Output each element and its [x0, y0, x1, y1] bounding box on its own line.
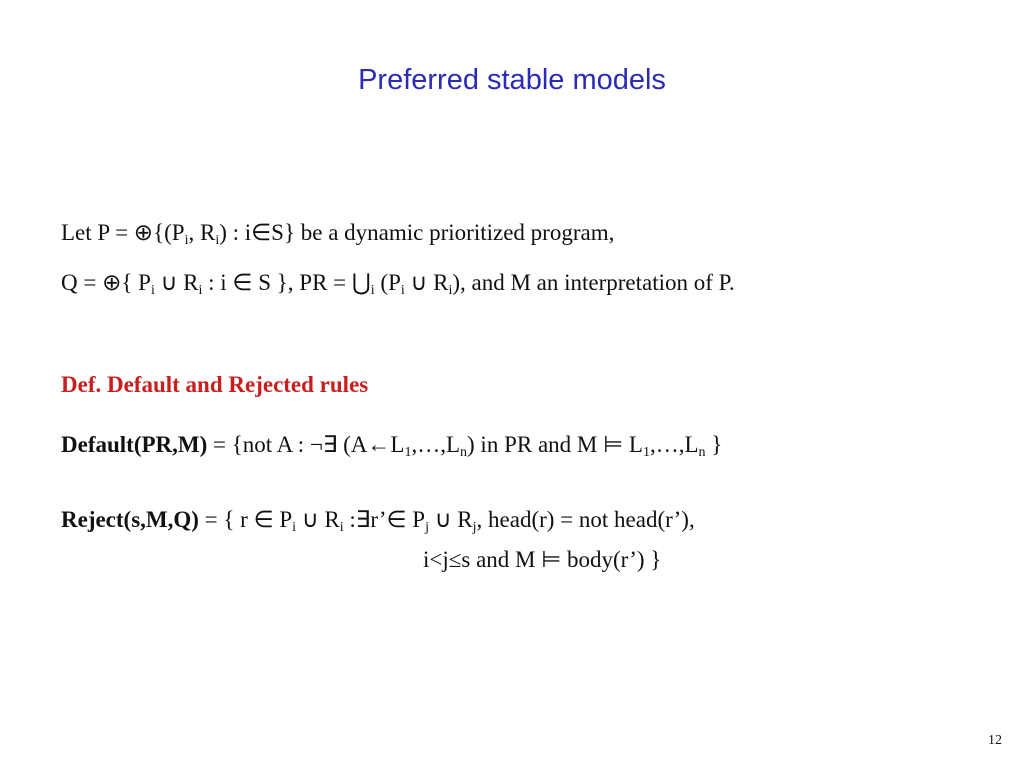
- reject-definition: Reject(s,M,Q) = { r ∈ $P_i$ ∪ $R_i$ :∃r’∈ $P_j$ ∪ $R_j$, head(r) = not head(r’),: [61, 507, 695, 535]
- program-definition-line: Let $P = \oplus\{(P_i$, $R_i$) : i∈S} be a dynamic prioritized program,: [61, 220, 615, 248]
- definition-heading: Def. Default and Rejected rules: [61, 372, 369, 397]
- slide-title: Preferred stable models: [358, 64, 666, 96]
- q-pr-definition-line: Q = ⊕{ $P_i$ ∪ $R_i$ : i ∈ S }, PR = $⋃_i$ ($P_i$ ∪ $R_i$), and M an interpretation of P.: [61, 270, 735, 298]
- default-definition: Default(PR,M) = {not A : ¬∃ $(A\leftarrow L_1,\dots,L_n)$ in PR and M ⊨ $L_1,\dots,L_n$ }: [61, 432, 723, 460]
- page-number: 12: [988, 733, 1002, 748]
- reject-term: Reject(s,M,Q): [61, 507, 199, 532]
- default-term: Default(PR,M): [61, 432, 208, 457]
- reject-definition-continuation: i<j≤s and M ⊨ body(r’) }: [423, 547, 662, 572]
